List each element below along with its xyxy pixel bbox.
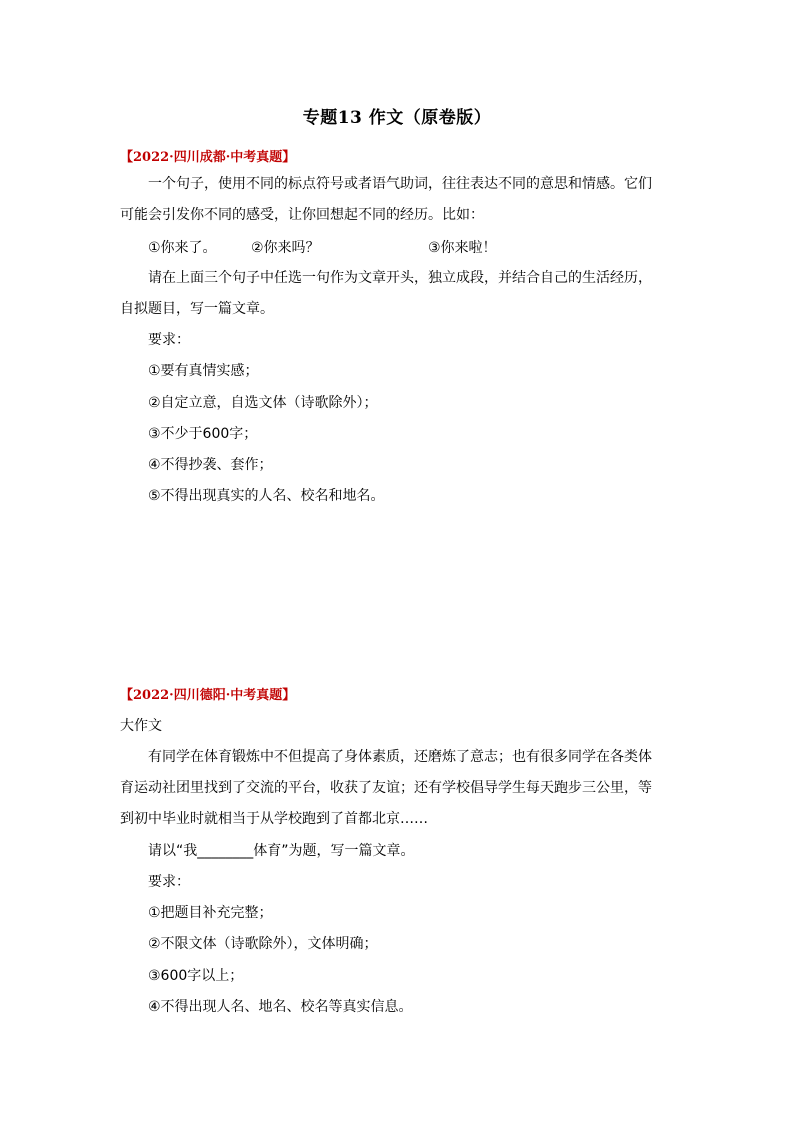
q1-requirements-label: 要求： (148, 332, 190, 348)
q1-requirement-item: ⑤不得出现真实的人名、校名和地名。 (148, 488, 385, 504)
q1-source-tag: 【2022·四川成都·中考真题】 (120, 150, 296, 165)
q2-requirement-item: ③600字以上； (148, 968, 244, 984)
q2-source-tag: 【2022·四川德阳·中考真题】 (120, 688, 296, 703)
q1-paragraph-line: 一个句子，使用不同的标点符号或者语气助词，往往表达不同的意思和情感。它们 (148, 176, 652, 192)
q1-requirement-item: ②自定立意，自选文体（诗歌除外）； (148, 395, 378, 411)
document-title: 专题13 作文（原卷版） (302, 108, 492, 128)
q2-paragraph-line: 到初中毕业时就相当于从学校跑到了首都北京…… (120, 811, 428, 827)
q2-prompt: 请以“我________体育”为题，写一篇文章。 (148, 843, 415, 859)
q2-paragraph-line: 育运动社团里找到了交流的平台，收获了友谊；还有学校倡导学生每天跑步三公里，等 (120, 780, 652, 796)
q2-subtitle: 大作文 (120, 718, 162, 734)
q1-option-1: ①你来了。 (148, 240, 217, 256)
q1-paragraph-line: 请在上面三个句子中任选一句作为文章开头，独立成段，并结合自己的生活经历， (148, 270, 652, 286)
q1-requirement-item: ③不少于600字； (148, 426, 258, 442)
q2-requirement-item: ②不限文体（诗歌除外），文体明确； (148, 936, 378, 952)
q2-requirement-item: ①把题目补充完整； (148, 905, 273, 921)
q2-requirement-item: ④不得出现人名、地名、校名等真实信息。 (148, 999, 413, 1015)
q1-paragraph-line: 自拟题目，写一篇文章。 (120, 301, 274, 317)
q1-requirement-item: ①要有真情实感； (148, 363, 259, 379)
q2-requirements-label: 要求： (148, 874, 190, 890)
q1-option-2: ②你来吗？ (251, 240, 320, 256)
q1-option-3: ③你来啦！ (428, 240, 497, 256)
q2-paragraph-line: 有同学在体育锻炼中不但提高了身体素质，还磨炼了意志；也有很多同学在各类体 (148, 749, 652, 765)
q1-paragraph-line: 可能会引发你不同的感受，让你回想起不同的经历。比如： (120, 207, 484, 223)
q1-requirement-item: ④不得抄袭、套作； (148, 457, 273, 473)
